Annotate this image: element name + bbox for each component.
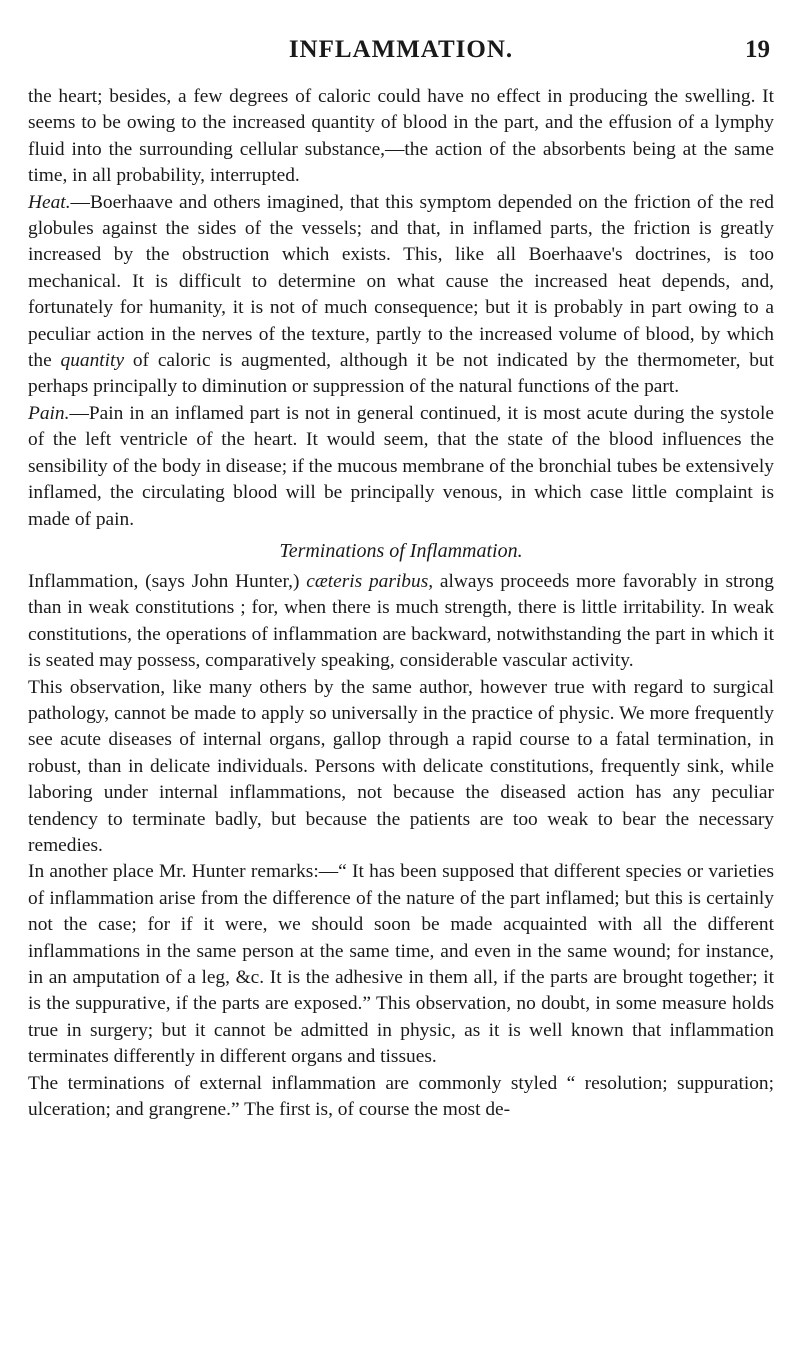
section-heading: Terminations of Inflammation. (279, 539, 523, 562)
heat-label: Heat. (28, 191, 71, 213)
pain-text: —Pain in an inflamed part is not in general continued, it is most acute during the systole of the left ventricle of the heart. It would seem, that the state of the blood influences the sensibility of the body in disease; if the mucous membrane of the bronchial tubes be extensively inflamed, the circulating blood will be principally venous, in which case little complaint is made of pain. (28, 402, 774, 530)
paragraph-hunter-quote (28, 569, 774, 675)
paragraph-observation (28, 675, 774, 860)
paragraph-swelling (28, 84, 774, 190)
paragraph-heat (28, 190, 774, 401)
hunter-text-a: Inflammation, (says John Hunter,) (28, 570, 307, 592)
heat-text-b: of caloric is augmented, although it be not indicated by the thermometer, but perhaps principally to diminution or suppression of the natural functions of the part. (28, 350, 774, 398)
hunter-italic: cæteris paribus, (306, 570, 434, 592)
page-number: 19 (745, 36, 770, 63)
running-head (28, 36, 774, 70)
heat-italic-quantity: quantity (60, 350, 125, 372)
pain-label: Pain. (28, 402, 70, 424)
paragraph-pain (28, 401, 774, 533)
running-title: INFLAMMATION. (288, 36, 514, 63)
heat-text-a: —Boerhaave and others imagined, that this symptom depended on the friction of the red globules against the sides of the vessels; and that, in inflamed parts, the friction is greatly increased by the obstruction which exists. This, like all Boerhaave's doctrines, is too mechanical. It is difficult to determine on what cause the increased heat depends, and, fortunately for humanity, it is not of much consequence; but it is probably in part owing to a peculiar action in the nerves of the texture, partly to the increased volume of blood, by which the (28, 191, 774, 372)
paragraph-another-place (28, 859, 774, 1070)
observation-text: This observation, like many others by the same author, however true with regard to surgical pathology, cannot be made to apply so universally in the practice of physic. We more frequently see acute diseases of internal organs, gallop through a rapid course to a fatal termination, in robust, than in delicate individuals. Persons with delicate constitutions, frequently sink, while laboring under internal inflammations, not because the diseased action has any peculiar tendency to terminate badly, but because the patients are too weak to bear the necessary remedies. (28, 676, 774, 856)
terminations-text: The terminations of external inflammation are commonly styled “ resolution; suppuration; ulceration; and grangrene.” The first is, of course the most de- (28, 1072, 774, 1121)
hunter-text-b: always proceeds more favorably in strong than in weak constitutions ; for, when there is much strength, there is little irritability. In weak constitutions, the operations of inflammation are backward, notwithstanding the part in which it is seated may possess, comparatively speaking, considerable vascular activity. (28, 570, 774, 672)
paragraph-terminations (28, 1071, 774, 1124)
paragraph-swelling-text: the heart; besides, a few degrees of caloric could have no effect in producing the swelling. It seems to be owing to the increased quantity of blood in the part, and the effusion of a lymphy fluid into the surrounding cellular substance,—the action of the absorbents being at the same time, in all probability, interrupted. (28, 86, 774, 187)
body-text (28, 84, 774, 1123)
another-place-text: In another place Mr. Hunter remarks:—“ It has been supposed that different species or varieties of inflammation arise from the difference of the nature of the part inflamed; but this is certainly not the case; for if it were, we should soon be made acquainted with all the different inflammations in the same person at the same time, and even in the same wound; for instance, in an amputation of a leg, &c. It is the adhesive in them all, if the parts are brought together; it is the suppurative, if the parts are exposed.” This observation, no doubt, in some measure holds true in surgery; but it cannot be admitted in physic, as it is well known that inflammation terminates differently in different organs and tissues. (28, 861, 774, 1068)
